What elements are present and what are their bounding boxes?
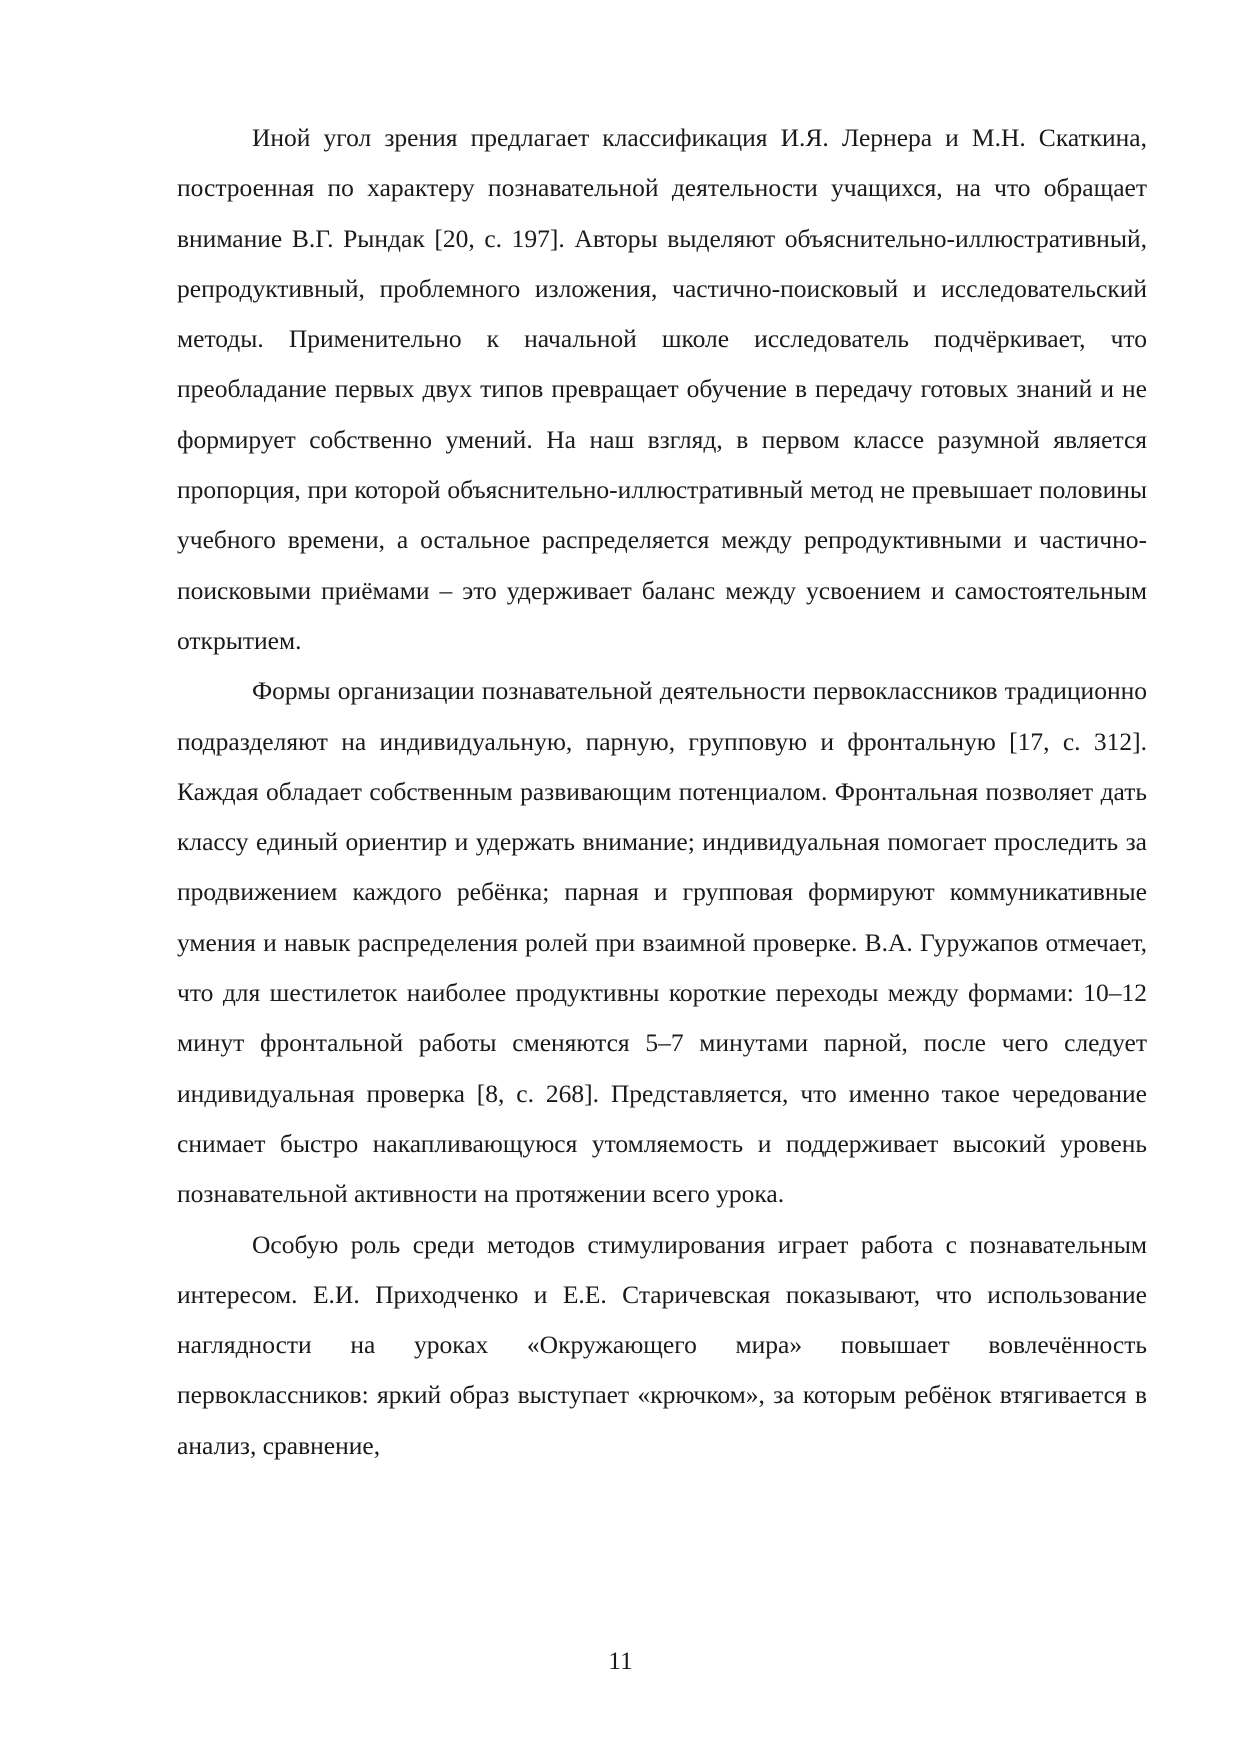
paragraph-3: Особую роль среди методов стимулирования играет работа с познавательным интересом. Е.И. Приходченко и Е.Е. Старичевская показывают, что использование наглядности на уроках «Окружающего мира» повышает вовлечённость первоклассников: яркий образ выступает «крючком», за которым ребёнок втягивается в анализ, сравнение,: [177, 1229, 1147, 1460]
page-number: 11: [608, 1646, 633, 1675]
paragraph-1: Иной угол зрения предлагает классификация И.Я. Лернера и М.Н. Скаткина, построенная по характеру познавательной деятельности учащихся, на что обращает внимание В.Г. Рындак [20, с. 197]. Авторы выделяют объяснительно-иллюстративный, репродуктивный, проблемного изложения, частично-поисковый и исследовательский методы. Применительно к начальной школе исследователь подчёркивает, что преобладание первых двух типов превращает обучение в передачу готовых знаний и не формирует собственно умений. На наш взгляд, в первом классе разумной является пропорция, при которой объяснительно-иллюстративный метод не превышает половины учебного времени, а остальное распределяется между репродуктивными и частично-поисковыми приёмами – это удерживает баланс между усвоением и самостоятельным открытием.: [177, 123, 1147, 655]
body-text: [177, 113, 1147, 1471]
paragraph-2: Формы организации познавательной деятельности первоклассников традиционно подразделяют на индивидуальную, парную, групповую и фронтальную [17, с. 312]. Каждая обладает собственным развивающим потенциалом. Фронтальная позволяет дать классу единый ориентир и удержать внимание; индивидуальная помогает проследить за продвижением каждого ребёнка; парная и групповая формируют коммуникативные умения и навык распределения ролей при взаимной проверке. В.А. Гуружапов отмечает, что для шестилеток наиболее продуктивны короткие переходы между формами: 10–12 минут фронтальной работы сменяются 5–7 минутами парной, после чего следует индивидуальная проверка [8, с. 268]. Представляется, что именно такое чередование снимает быстро накапливающуюся утомляемость и поддерживает высокий уровень познавательной активности на протяжении всего урока.: [177, 676, 1147, 1209]
